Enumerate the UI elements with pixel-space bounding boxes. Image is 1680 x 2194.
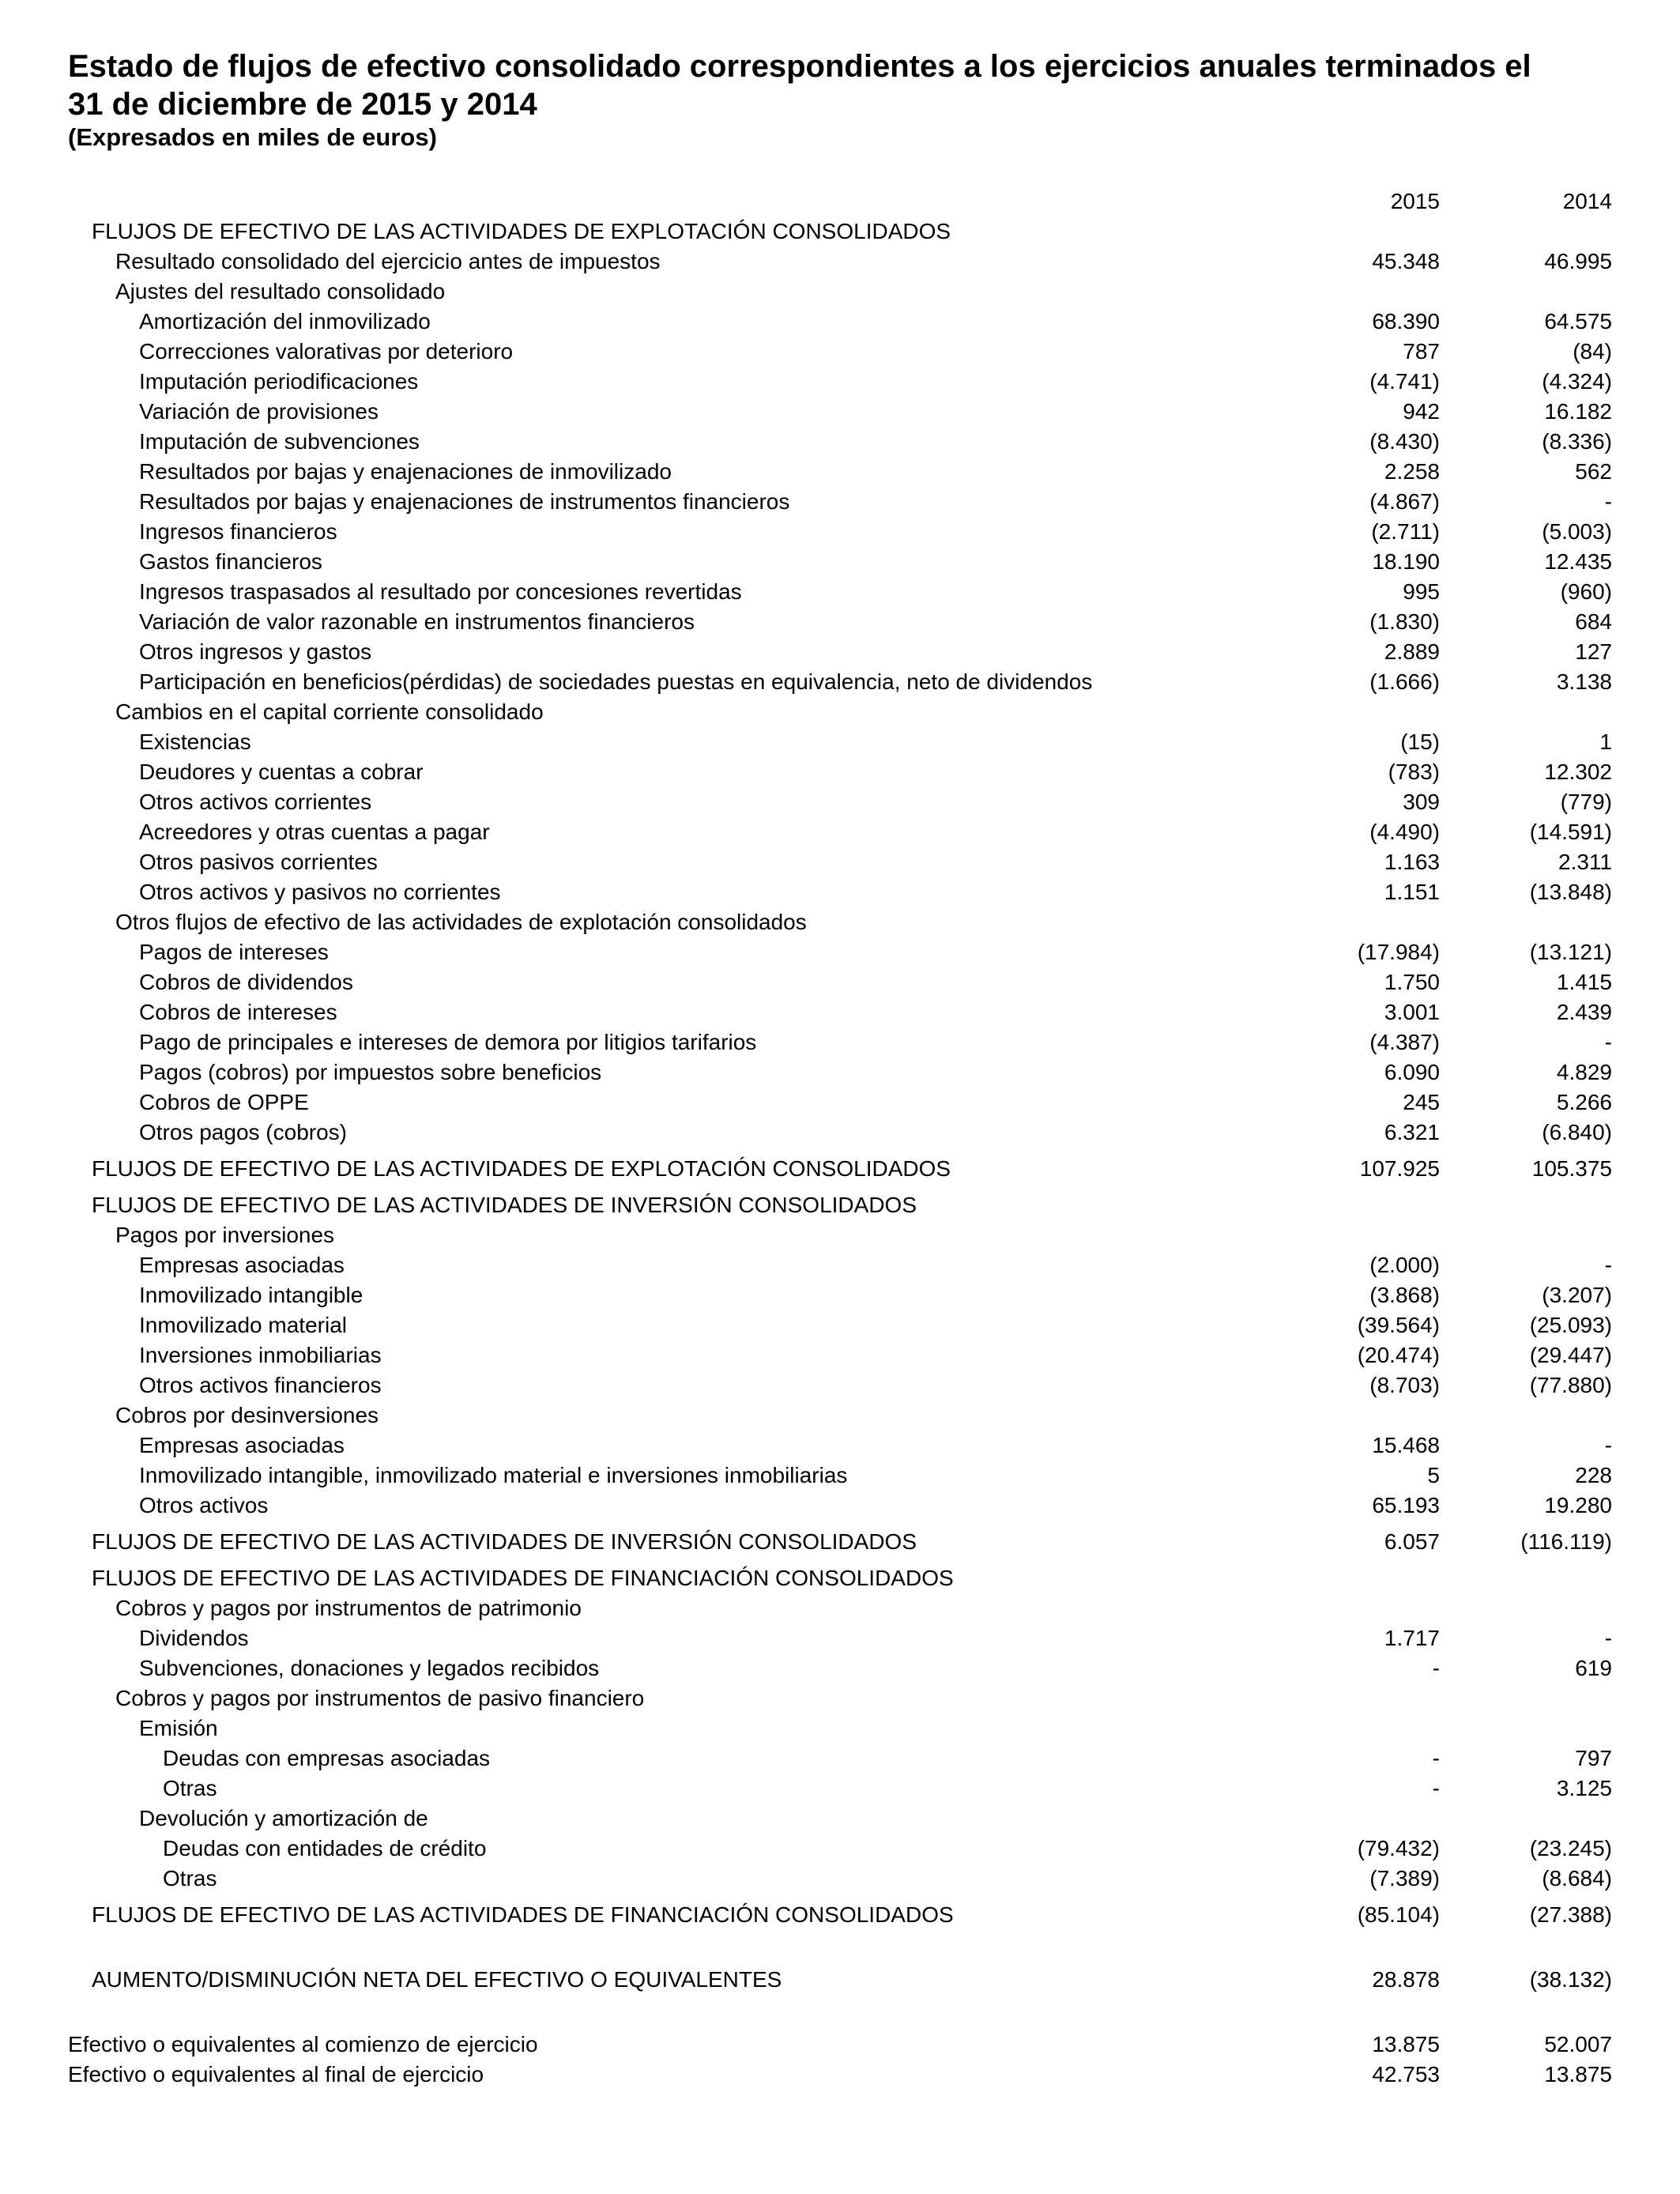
row-label: Gastos financieros: [139, 549, 322, 574]
table-row: [0, 1370, 1680, 1400]
row-label: Emisión: [139, 1716, 218, 1740]
value-2015: (8.430): [1369, 429, 1440, 454]
value-2014: (25.093): [1529, 1313, 1612, 1337]
table-row: [0, 397, 1680, 427]
row-label: Participación en beneficios(pérdidas) de sociedades puestas en equivalencia, neto de dividendos: [139, 669, 1093, 694]
value-2014: (5.003): [1542, 519, 1612, 544]
value-2014: 619: [1575, 1656, 1612, 1680]
table-row: [0, 1713, 1680, 1744]
row-label: Amortización del inmovilizado: [139, 309, 431, 334]
row-label: Cambios en el capital corriente consolidado: [115, 699, 544, 724]
value-2015: (85.104): [1357, 1902, 1440, 1927]
value-2015: (79.432): [1357, 1836, 1440, 1860]
value-2014: 1: [1599, 729, 1612, 754]
table-row: [0, 2030, 1680, 2060]
value-2015: (4.387): [1369, 1030, 1440, 1054]
value-2014: 2.439: [1556, 1000, 1612, 1024]
value-2014: (779): [1560, 790, 1612, 814]
value-2014: 5.266: [1556, 1090, 1612, 1114]
value-2015: (783): [1388, 760, 1440, 784]
value-2015: 6.321: [1384, 1120, 1440, 1144]
row-label: FLUJOS DE EFECTIVO DE LAS ACTIVIDADES DE INVERSIÓN CONSOLIDADOS: [92, 1529, 917, 1554]
row-label: Devolución y amortización de: [139, 1806, 428, 1830]
row-label: Otros ingresos y gastos: [139, 639, 372, 664]
value-2015: 245: [1403, 1090, 1440, 1114]
value-2015: (1.666): [1369, 669, 1440, 694]
row-label: Cobros por desinversiones: [115, 1403, 379, 1427]
value-2014: (14.591): [1529, 820, 1612, 844]
table-row: [0, 817, 1680, 847]
value-2014: 105.375: [1531, 1156, 1612, 1181]
value-2015: 6.057: [1384, 1529, 1440, 1554]
value-2015: 15.468: [1372, 1433, 1440, 1457]
table-row: [0, 1220, 1680, 1250]
value-2014: 3.125: [1556, 1776, 1612, 1800]
table-row: [0, 1683, 1680, 1713]
table-row: [0, 247, 1680, 277]
row-label: Efectivo o equivalentes al final de ejercicio: [68, 2062, 484, 2087]
row-label: Cobros y pagos por instrumentos de pasivo financiero: [115, 1686, 645, 1710]
value-2015: (4.741): [1369, 369, 1440, 394]
value-2014: -: [1604, 1626, 1612, 1650]
page-title: Estado de flujos de efectivo consolidado correspondientes a los ejercicios anuales terminados el 31 de diciembre de 2015 y 2014: [68, 49, 1531, 122]
row-label: Pagos (cobros) por impuestos sobre beneficios: [139, 1060, 602, 1084]
row-label: Imputación de subvenciones: [139, 429, 420, 454]
row-label: Cobros y pagos por instrumentos de patrimonio: [115, 1596, 582, 1620]
row-label: Resultados por bajas y enajenaciones de instrumentos financieros: [139, 489, 790, 514]
table-row: [0, 997, 1680, 1027]
value-2014: 4.829: [1556, 1060, 1612, 1084]
value-2014: 12.435: [1544, 549, 1612, 574]
table-row: [0, 1965, 1680, 1995]
table-row: [0, 1804, 1680, 1834]
row-label: Cobros de OPPE: [139, 1090, 309, 1114]
value-2015: 13.875: [1372, 2032, 1440, 2056]
table-row: [0, 637, 1680, 667]
table-row: [0, 1593, 1680, 1623]
table-row: [0, 1834, 1680, 1864]
value-2015: 2.258: [1384, 459, 1440, 484]
value-2014: (29.447): [1529, 1343, 1612, 1367]
value-2015: (2.000): [1369, 1253, 1440, 1277]
value-2015: 6.090: [1384, 1060, 1440, 1084]
table-row: [0, 517, 1680, 547]
cash-flow-table: [0, 187, 1680, 2090]
value-2015: 995: [1403, 579, 1440, 604]
column-header-2015: 2015: [1390, 189, 1440, 213]
header-row: [0, 187, 1680, 217]
value-2015: (7.389): [1369, 1866, 1440, 1891]
value-2015: 107.925: [1359, 1156, 1440, 1181]
value-2015: (4.490): [1369, 820, 1440, 844]
value-2014: (38.132): [1529, 1967, 1612, 1992]
row-label: Otras: [163, 1776, 217, 1800]
row-label: Inmovilizado intangible: [139, 1283, 363, 1307]
row-label: Deudores y cuentas a cobrar: [139, 760, 424, 784]
row-label: Inmovilizado intangible, inmovilizado material e inversiones inmobiliarias: [139, 1463, 848, 1487]
value-2015: 1.163: [1384, 850, 1440, 874]
row-label: Otros pasivos corrientes: [139, 850, 378, 874]
value-2014: (960): [1560, 579, 1612, 604]
row-label: Resultado consolidado del ejercicio antes de impuestos: [115, 249, 661, 273]
value-2014: 19.280: [1544, 1493, 1612, 1517]
table-row: [0, 1563, 1680, 1593]
value-2014: 2.311: [1558, 850, 1612, 874]
value-2014: -: [1604, 1030, 1612, 1054]
value-2014: (84): [1573, 339, 1612, 364]
row-label: Variación de provisiones: [139, 399, 379, 424]
table-row: [0, 1088, 1680, 1118]
value-2014: 16.182: [1544, 399, 1612, 424]
table-row: [0, 697, 1680, 727]
row-label: Otros activos y pasivos no corrientes: [139, 880, 501, 904]
table-row: [0, 757, 1680, 787]
value-2015: (15): [1400, 729, 1440, 754]
table-row: [0, 667, 1680, 697]
value-2015: 309: [1403, 790, 1440, 814]
table-row: [0, 1527, 1680, 1557]
value-2014: 13.875: [1544, 2062, 1612, 2087]
value-2015: -: [1432, 1656, 1440, 1680]
value-2014: (13.121): [1529, 940, 1612, 964]
value-2014: 127: [1575, 639, 1612, 664]
row-label: Inversiones inmobiliarias: [139, 1343, 382, 1367]
row-label: AUMENTO/DISMINUCIÓN NETA DEL EFECTIVO O EQUIVALENTES: [92, 1967, 782, 1992]
table-row: [0, 907, 1680, 937]
table-row: [0, 1027, 1680, 1057]
row-label: Efectivo o equivalentes al comienzo de ejercicio: [68, 2032, 538, 2056]
table-row: [0, 1118, 1680, 1148]
row-label: Otros pagos (cobros): [139, 1120, 347, 1144]
value-2015: 787: [1403, 339, 1440, 364]
value-2015: -: [1432, 1776, 1440, 1800]
value-2014: (3.207): [1542, 1283, 1612, 1307]
table-row: [0, 547, 1680, 577]
value-2015: 18.190: [1372, 549, 1440, 574]
value-2014: -: [1604, 489, 1612, 514]
table-row: [0, 1744, 1680, 1774]
row-label: Pagos de intereses: [139, 940, 329, 964]
row-label: Imputación periodificaciones: [139, 369, 419, 394]
value-2015: (8.703): [1369, 1373, 1440, 1397]
value-2014: 562: [1575, 459, 1612, 484]
value-2015: (1.830): [1369, 609, 1440, 634]
row-label: Ingresos financieros: [139, 519, 337, 544]
table-row: [0, 847, 1680, 877]
value-2014: (13.848): [1529, 880, 1612, 904]
table-row: [0, 487, 1680, 517]
table-row: [0, 1057, 1680, 1088]
row-label: FLUJOS DE EFECTIVO DE LAS ACTIVIDADES DE EXPLOTACIÓN CONSOLIDADOS: [92, 1156, 951, 1181]
table-row: [0, 1340, 1680, 1370]
value-2015: (4.867): [1369, 489, 1440, 514]
row-label: Dividendos: [139, 1626, 249, 1650]
row-label: Deudas con empresas asociadas: [163, 1746, 491, 1770]
row-label: Cobros de intereses: [139, 1000, 337, 1024]
table-row: [0, 1461, 1680, 1491]
table-row: [0, 727, 1680, 757]
value-2015: -: [1432, 1746, 1440, 1770]
table-row: [0, 877, 1680, 907]
table-row: [0, 967, 1680, 997]
row-label: Pagos por inversiones: [115, 1223, 335, 1247]
value-2015: (3.868): [1369, 1283, 1440, 1307]
row-label: Correcciones valorativas por deterioro: [139, 339, 514, 364]
value-2015: 1.717: [1384, 1626, 1440, 1650]
value-2015: 28.878: [1372, 1967, 1440, 1992]
value-2015: (20.474): [1357, 1343, 1440, 1367]
table-row: [0, 1774, 1680, 1804]
row-label: Existencias: [139, 729, 251, 754]
table-row: [0, 1431, 1680, 1461]
table-row: [0, 1310, 1680, 1340]
value-2015: 42.753: [1372, 2062, 1440, 2087]
row-label: Cobros de dividendos: [139, 970, 353, 994]
row-label: Ajustes del resultado consolidado: [115, 279, 446, 303]
value-2014: (8.336): [1542, 429, 1612, 454]
value-2014: -: [1604, 1433, 1612, 1457]
row-label: Empresas asociadas: [139, 1433, 345, 1457]
row-label: Inmovilizado material: [139, 1313, 347, 1337]
value-2014: (23.245): [1529, 1836, 1612, 1860]
table-row: [0, 367, 1680, 397]
table-row: [0, 1900, 1680, 1930]
value-2015: (2.711): [1371, 519, 1440, 544]
value-2014: 52.007: [1544, 2032, 1612, 2056]
value-2014: (77.880): [1529, 1373, 1612, 1397]
table-body: [0, 217, 1680, 2090]
table-row: [0, 2060, 1680, 2090]
value-2015: 1.151: [1384, 880, 1440, 904]
row-label: FLUJOS DE EFECTIVO DE LAS ACTIVIDADES DE EXPLOTACIÓN CONSOLIDADOS: [92, 219, 951, 243]
table-row: [0, 307, 1680, 337]
table-row: [0, 1190, 1680, 1220]
value-2015: 3.001: [1384, 1000, 1440, 1024]
row-label: Otras: [163, 1866, 217, 1891]
table-row: [0, 337, 1680, 367]
value-2014: 64.575: [1544, 309, 1612, 334]
page-subtitle: (Expresados en miles de euros): [68, 123, 437, 151]
table-row: [0, 1491, 1680, 1521]
table-row: [0, 277, 1680, 307]
table-row: [0, 427, 1680, 457]
table-row: [0, 1250, 1680, 1280]
value-2015: 5: [1427, 1463, 1440, 1487]
table-row: [0, 1864, 1680, 1894]
value-2014: 797: [1575, 1746, 1612, 1770]
row-label: Deudas con entidades de crédito: [163, 1836, 487, 1860]
row-label: Acreedores y otras cuentas a pagar: [139, 820, 490, 844]
value-2015: 45.348: [1372, 249, 1440, 273]
table-row: [0, 1653, 1680, 1683]
value-2015: 942: [1403, 399, 1440, 424]
row-label: FLUJOS DE EFECTIVO DE LAS ACTIVIDADES DE FINANCIACIÓN CONSOLIDADOS: [92, 1902, 954, 1927]
table-row: [0, 1623, 1680, 1653]
value-2014: (6.840): [1542, 1120, 1612, 1144]
value-2015: 68.390: [1372, 309, 1440, 334]
table-row: [0, 1400, 1680, 1431]
table-row: [0, 607, 1680, 637]
row-label: Otros activos corrientes: [139, 790, 372, 814]
value-2015: 65.193: [1372, 1493, 1440, 1517]
row-label: Subvenciones, donaciones y legados recibidos: [139, 1656, 600, 1680]
table-row: [0, 787, 1680, 817]
table-row: [0, 937, 1680, 967]
value-2015: 1.750: [1384, 970, 1440, 994]
column-header-2014: 2014: [1562, 189, 1612, 213]
value-2014: 228: [1575, 1463, 1612, 1487]
row-label: Empresas asociadas: [139, 1253, 345, 1277]
row-label: Variación de valor razonable en instrumentos financieros: [139, 609, 695, 634]
row-label: Ingresos traspasados al resultado por concesiones revertidas: [139, 579, 742, 604]
table-row: [0, 457, 1680, 487]
value-2014: 1.415: [1556, 970, 1612, 994]
value-2014: -: [1604, 1253, 1612, 1277]
table-row: [0, 577, 1680, 607]
value-2014: 3.138: [1556, 669, 1612, 694]
value-2014: 684: [1575, 609, 1612, 634]
table-row: [0, 1280, 1680, 1310]
row-label: Otros activos: [139, 1493, 269, 1517]
table-row: [0, 217, 1680, 247]
row-label: Otros activos financieros: [139, 1373, 382, 1397]
row-label: Pago de principales e intereses de demora por litigios tarifarios: [139, 1030, 757, 1054]
row-label: FLUJOS DE EFECTIVO DE LAS ACTIVIDADES DE FINANCIACIÓN CONSOLIDADOS: [92, 1566, 954, 1590]
value-2015: (39.564): [1357, 1313, 1440, 1337]
value-2014: (4.324): [1542, 369, 1612, 394]
value-2014: 12.302: [1544, 760, 1612, 784]
value-2014: (116.119): [1520, 1529, 1612, 1554]
row-label: Resultados por bajas y enajenaciones de inmovilizado: [139, 459, 672, 484]
value-2015: 2.889: [1384, 639, 1440, 664]
value-2014: (27.388): [1529, 1902, 1612, 1927]
value-2015: (17.984): [1357, 940, 1440, 964]
value-2014: (8.684): [1542, 1866, 1612, 1891]
row-label: Otros flujos de efectivo de las actividades de explotación consolidados: [115, 910, 807, 934]
value-2014: 46.995: [1544, 249, 1612, 273]
row-label: FLUJOS DE EFECTIVO DE LAS ACTIVIDADES DE INVERSIÓN CONSOLIDADOS: [92, 1193, 917, 1217]
table-row: [0, 1154, 1680, 1184]
